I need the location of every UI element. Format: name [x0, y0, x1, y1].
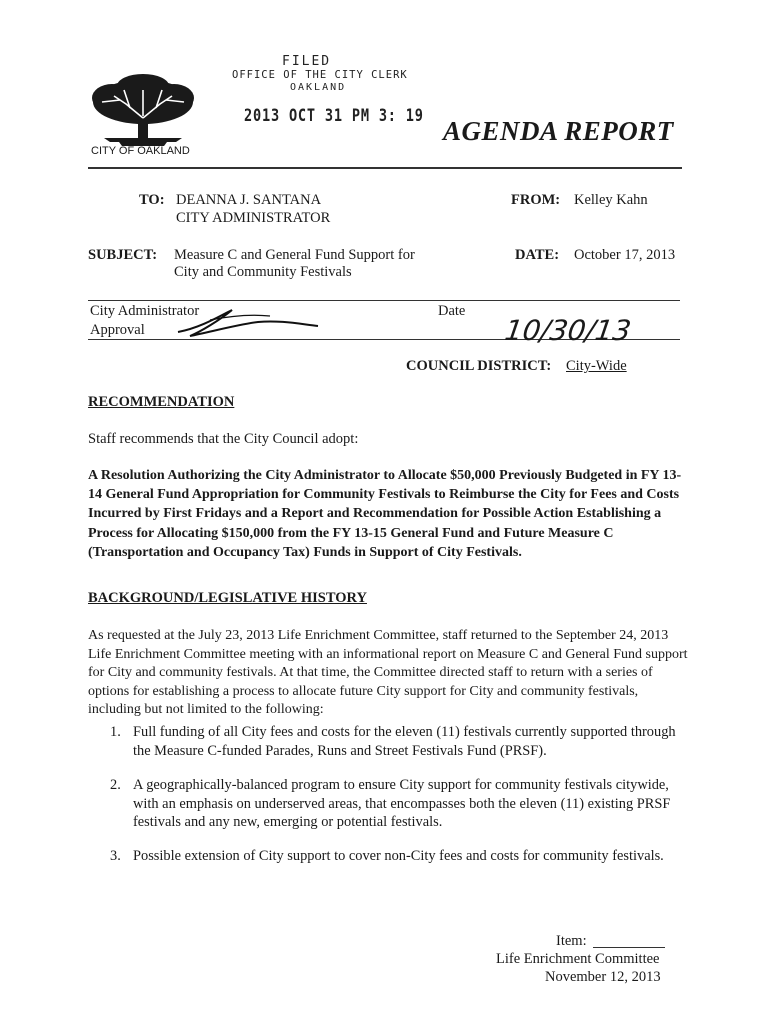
list-item-text: A geographically-balanced program to ensure City support for community festivals citywide, with an emphasis on underserved areas, that encompasses both the eleven (11) existing PRSF festivals and any new, emerging or potential festivals. [133, 777, 671, 830]
from-label: FROM: [511, 192, 561, 208]
footer-committee: Life Enrichment Committee [496, 951, 660, 967]
district-value: City-Wide [566, 358, 627, 374]
signature-icon [170, 302, 330, 342]
approval-top-line [88, 300, 680, 301]
resolution-text: A Resolution Authorizing the City Administrator to Allocate $50,000 Previously Budgeted in FY 13-14 General Fund Appropriation for Community Festivals to Reimburse the City for Fees and Costs Incurred by First Fridays and a Report and Recommendation for Possible Action Establishing a Process for Allocating $150,000 from the FY 13-15 General Fund and Future Measure C (Transportation and Occupancy Tax) Funds in Support of City Festivals. [88, 468, 682, 560]
district-label: COUNCIL DISTRICT: [406, 358, 552, 374]
background-heading: BACKGROUND/LEGISLATIVE HISTORY [88, 590, 367, 606]
list-item-text: Full funding of all City fees and costs for the eleven (11) festivals currently supported through the Measure C-funded Parades, Runs and Street Festivals Fund (PRSF). [133, 724, 676, 759]
list-item [110, 723, 690, 763]
recommendation-heading: RECOMMENDATION [88, 394, 235, 410]
to-name: DEANNA J. SANTANA [176, 192, 322, 208]
footer-date: November 12, 2013 [545, 969, 661, 985]
subject-line2: City and Community Festivals [174, 264, 352, 280]
handwritten-date: 10/30/13 [502, 314, 634, 347]
approval-line1: City Administrator [90, 303, 200, 319]
recommendation-intro: Staff recommends that the City Council adopt: [88, 431, 359, 447]
subject-line1: Measure C and General Fund Support for [174, 247, 415, 263]
list-item-number: 2. [110, 777, 121, 793]
list-item [110, 776, 690, 834]
subject-label: SUBJECT: [88, 247, 158, 263]
footer-item-line [593, 947, 665, 948]
recommendation-resolution [88, 466, 692, 562]
approval-date-label: Date [438, 303, 466, 319]
page-title: AGENDA REPORT [443, 116, 674, 146]
list-item [110, 847, 690, 887]
to-title: CITY ADMINISTRATOR [176, 210, 331, 226]
logo-caption: CITY OF OAKLAND [91, 145, 190, 157]
stamp-datetime: 2013 OCT 31 PM 3: 19 [244, 106, 424, 126]
footer-item-label: Item: [556, 933, 587, 949]
list-item-number: 1. [110, 724, 121, 740]
stamp-filed: FILED [282, 54, 332, 69]
background-paragraph: As requested at the July 23, 2013 Life Enrichment Committee, staff returned to the September 24, 2013 Life Enrichment Committee meeting with an informational report on Measure C and General Fund support for City and community festivals. At that time, the Committee directed staff to return with a series of options for establishing a process to allocate future City support for City and community festivals, including but not limited to the following: [88, 628, 688, 717]
approval-line2: Approval [90, 322, 145, 338]
header-divider [88, 167, 682, 169]
date-label: DATE: [515, 247, 560, 263]
stamp-city: OAKLAND [290, 82, 347, 93]
from-name: Kelley Kahn [574, 192, 648, 208]
to-label: TO: [139, 192, 165, 208]
list-item-number: 3. [110, 848, 121, 864]
oak-tree-logo-icon [84, 72, 202, 148]
list-item-text: Possible extension of City support to cover non-City fees and costs for community festivals. [133, 848, 664, 864]
background-body [88, 627, 688, 720]
stamp-office: OFFICE OF THE CITY CLERK [232, 69, 408, 81]
date-value: October 17, 2013 [574, 247, 676, 263]
